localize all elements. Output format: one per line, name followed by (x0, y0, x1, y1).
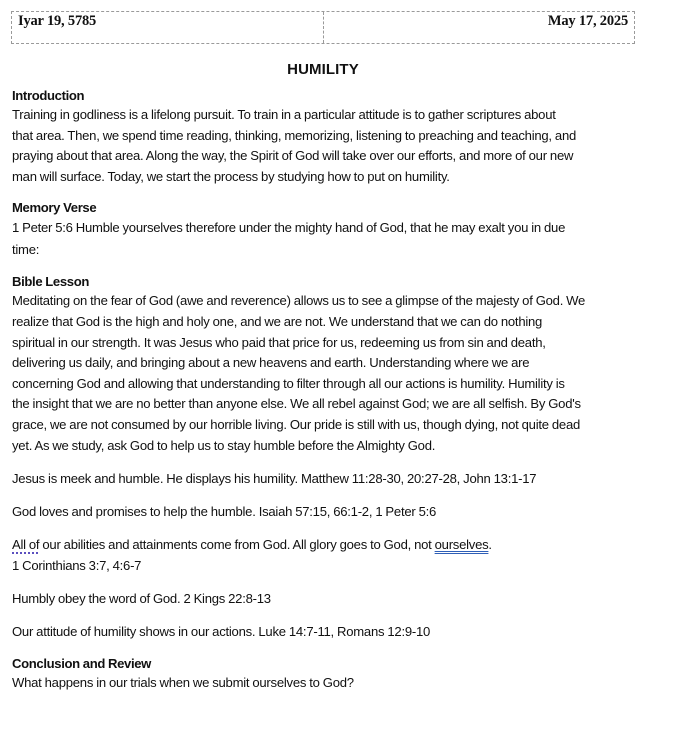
text-line: Meditating on the fear of God (awe and reverence) allows us to see a glimpse of the majesty of God. We (12, 293, 586, 309)
date-header-table (11, 11, 635, 44)
text-line: Training in godliness is a lifelong pursuit. To train in a particular attitude is to gather scriptures about (12, 107, 556, 122)
text-line: yet. As we study, ask God to help us to stay humble before the Almighty God. (12, 437, 436, 453)
lesson-point (12, 535, 642, 576)
gregorian-date: May 17, 2025 (547, 13, 628, 29)
conclusion-question: What happens in our trials when we submit ourselves to God? (12, 675, 354, 691)
scripture-reference: 1 Corinthians 3:7, 4:6-7 (12, 557, 142, 573)
text-line: time: (12, 241, 40, 257)
conclusion-heading: Conclusion and Review (12, 656, 152, 672)
lesson-point: Our attitude of humility shows in our actions. Luke 14:7-11, Romans 12:9-10 (12, 624, 431, 640)
text-line: spiritual in our strength. It was Jesus who paid that price for us, redeeming us from sin and death, (12, 334, 546, 350)
text-line: praying about that area. Along the way, the Spirit of God will take over our efforts, and more of our new (12, 148, 574, 164)
hebrew-date: Iyar 19, 5785 (12, 12, 324, 43)
introduction-paragraph (12, 105, 642, 187)
grammar-suggestion-flag[interactable]: All of (12, 537, 40, 553)
text-line: delivering us daily, and bringing about a new heavens and earth. Understanding where we are (12, 355, 530, 371)
text-line: the insight that we are no better than anyone else. We all rebel against God; we are all selfish. By God's (12, 396, 581, 412)
text-line: concerning God and allowing that understanding to filter through all our actions is humility. Humility is (12, 375, 565, 391)
text-line: realize that God is the high and holy one, and we are not. We understand that we can do nothing (12, 313, 543, 329)
memory-verse-heading: Memory Verse (12, 200, 97, 216)
text-line: grace, we are not consumed by our horrible living. Our pride is still with us, though dying, not quite dead (12, 416, 581, 432)
point-text-end: . (488, 537, 492, 553)
lesson-point: God loves and promises to help the humble. Isaiah 57:15, 66:1-2, 1 Peter 5:6 (12, 504, 437, 520)
lesson-point: Jesus is meek and humble. He displays his humility. Matthew 11:28-30, 20:27-28, John 13:1-17 (12, 471, 537, 487)
document-title: HUMILITY (287, 61, 359, 78)
text-line: that area. Then, we spend time reading, thinking, memorizing, listening to preaching and teaching, and (12, 127, 577, 143)
introduction-heading: Introduction (12, 88, 85, 103)
bible-lesson-paragraph (12, 291, 642, 456)
point-text: our abilities and attainments come from God. All glory goes to God, not (39, 537, 435, 553)
text-line (12, 535, 642, 556)
memory-verse-paragraph (12, 217, 642, 260)
document-body (12, 87, 642, 693)
bible-lesson-heading: Bible Lesson (12, 274, 89, 290)
text-line: man will surface. Today, we start the process by studying how to put on humility. (12, 168, 450, 184)
lesson-point: Humbly obey the word of God. 2 Kings 22:8-13 (12, 591, 271, 607)
spelling-suggestion-flag[interactable]: ourselves (434, 537, 489, 553)
text-line: 1 Peter 5:6 Humble yourselves therefore under the mighty hand of God, that he may exalt you in due (12, 220, 566, 236)
